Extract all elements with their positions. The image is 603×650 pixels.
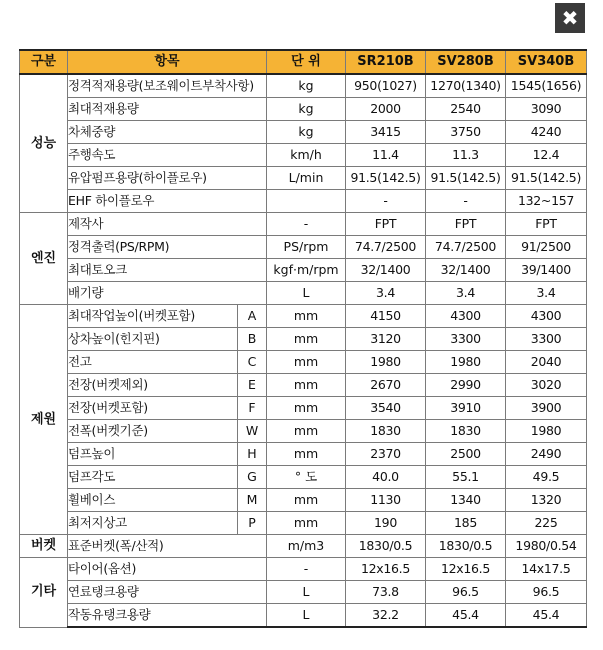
unit-cell: mm [267, 351, 346, 374]
value-cell: 91.5(142.5) [346, 167, 426, 190]
value-cell: - [346, 190, 426, 213]
value-cell: 1830/0.5 [346, 535, 426, 558]
unit-cell: km/h [267, 144, 346, 167]
table-row [20, 489, 587, 512]
table-row [20, 535, 587, 558]
item-label: 작동유탱크용량 [68, 604, 267, 628]
value-cell: 2000 [346, 98, 426, 121]
value-cell: 3.4 [426, 282, 506, 305]
table-row [20, 351, 587, 374]
table-row [20, 144, 587, 167]
table-row [20, 259, 587, 282]
value-cell: 2990 [426, 374, 506, 397]
value-cell: 1980 [506, 420, 587, 443]
value-cell: 1980/0.54 [506, 535, 587, 558]
item-label: 최대토오크 [68, 259, 267, 282]
dimension-code: C [238, 351, 267, 374]
unit-cell: mm [267, 397, 346, 420]
item-label: 덤프높이 [68, 443, 238, 466]
value-cell: 3120 [346, 328, 426, 351]
unit-cell: mm [267, 374, 346, 397]
item-label: 정격적재용량(보조웨이트부착사항) [68, 74, 267, 98]
dimension-code: P [238, 512, 267, 535]
header-model-sv340b: SV340B [506, 50, 587, 74]
value-cell: 4240 [506, 121, 587, 144]
table-header-row [20, 50, 587, 74]
close-button[interactable] [555, 3, 585, 33]
unit-cell [267, 190, 346, 213]
value-cell: 14x17.5 [506, 558, 587, 581]
value-cell: 190 [346, 512, 426, 535]
value-cell: 2370 [346, 443, 426, 466]
dimension-code: G [238, 466, 267, 489]
value-cell: 11.4 [346, 144, 426, 167]
group-label: 제원 [20, 305, 68, 535]
unit-cell: mm [267, 328, 346, 351]
unit-cell: mm [267, 489, 346, 512]
item-label: EHF 하이플로우 [68, 190, 267, 213]
group-label: 기타 [20, 558, 68, 628]
table-row [20, 420, 587, 443]
value-cell: 3.4 [346, 282, 426, 305]
item-label: 차체중량 [68, 121, 267, 144]
value-cell: 3300 [426, 328, 506, 351]
value-cell: 3300 [506, 328, 587, 351]
value-cell: 73.8 [346, 581, 426, 604]
item-label: 전장(버켓제외) [68, 374, 238, 397]
header-item: 항목 [68, 50, 267, 74]
value-cell: FPT [426, 213, 506, 236]
item-label: 휠베이스 [68, 489, 238, 512]
header-group: 구분 [20, 50, 68, 74]
item-label: 최대작업높이(버켓포함) [68, 305, 238, 328]
group-label: 버켓 [20, 535, 68, 558]
value-cell: 91.5(142.5) [426, 167, 506, 190]
value-cell: 96.5 [426, 581, 506, 604]
value-cell: 3540 [346, 397, 426, 420]
table-row [20, 374, 587, 397]
dimension-code: H [238, 443, 267, 466]
table-row [20, 512, 587, 535]
unit-cell: L [267, 604, 346, 628]
value-cell: 12.4 [506, 144, 587, 167]
dimension-code: M [238, 489, 267, 512]
unit-cell: PS/rpm [267, 236, 346, 259]
dimension-code: A [238, 305, 267, 328]
value-cell: 1270(1340) [426, 74, 506, 98]
value-cell: 96.5 [506, 581, 587, 604]
value-cell: 2670 [346, 374, 426, 397]
value-cell: 39/1400 [506, 259, 587, 282]
item-label: 전고 [68, 351, 238, 374]
unit-cell: mm [267, 512, 346, 535]
value-cell: 4150 [346, 305, 426, 328]
header-unit: 단 위 [267, 50, 346, 74]
value-cell: FPT [346, 213, 426, 236]
table-row [20, 213, 587, 236]
value-cell: 225 [506, 512, 587, 535]
spec-table [19, 49, 587, 628]
item-label: 덤프각도 [68, 466, 238, 489]
spec-table-body [20, 74, 587, 627]
item-label: 타이어(옵션) [68, 558, 267, 581]
item-label: 배기량 [68, 282, 267, 305]
table-row [20, 74, 587, 98]
unit-cell: - [267, 558, 346, 581]
item-label: 최저지상고 [68, 512, 238, 535]
dimension-code: B [238, 328, 267, 351]
table-row [20, 98, 587, 121]
dimension-code: F [238, 397, 267, 420]
value-cell: 3020 [506, 374, 587, 397]
table-row [20, 305, 587, 328]
value-cell: 1830/0.5 [426, 535, 506, 558]
value-cell: 11.3 [426, 144, 506, 167]
dimension-code: W [238, 420, 267, 443]
table-row [20, 190, 587, 213]
value-cell: 1980 [426, 351, 506, 374]
value-cell: 2490 [506, 443, 587, 466]
unit-cell: - [267, 213, 346, 236]
value-cell: 1980 [346, 351, 426, 374]
unit-cell: kg [267, 98, 346, 121]
group-label: 성능 [20, 74, 68, 213]
value-cell: 91/2500 [506, 236, 587, 259]
group-label: 엔진 [20, 213, 68, 305]
value-cell: 49.5 [506, 466, 587, 489]
value-cell: 1340 [426, 489, 506, 512]
value-cell: 4300 [426, 305, 506, 328]
value-cell: 45.4 [426, 604, 506, 628]
value-cell: 2500 [426, 443, 506, 466]
value-cell: - [426, 190, 506, 213]
value-cell: 74.7/2500 [346, 236, 426, 259]
value-cell: 3090 [506, 98, 587, 121]
unit-cell: mm [267, 305, 346, 328]
item-label: 전폭(버켓기준) [68, 420, 238, 443]
value-cell: 4300 [506, 305, 587, 328]
unit-cell: L [267, 282, 346, 305]
value-cell: 2540 [426, 98, 506, 121]
value-cell: 74.7/2500 [426, 236, 506, 259]
value-cell: 45.4 [506, 604, 587, 628]
value-cell: 1830 [426, 420, 506, 443]
item-label: 주행속도 [68, 144, 267, 167]
unit-cell: kg [267, 121, 346, 144]
header-model-sv280b: SV280B [426, 50, 506, 74]
table-row [20, 558, 587, 581]
item-label: 전장(버켓포함) [68, 397, 238, 420]
close-icon: ✖ [561, 6, 579, 30]
value-cell: 3415 [346, 121, 426, 144]
table-row [20, 397, 587, 420]
value-cell: 12x16.5 [426, 558, 506, 581]
table-row [20, 328, 587, 351]
value-cell: 1545(1656) [506, 74, 587, 98]
unit-cell: mm [267, 443, 346, 466]
item-label: 연료탱크용량 [68, 581, 267, 604]
unit-cell: kgf·m/rpm [267, 259, 346, 282]
header-model-sr210b: SR210B [346, 50, 426, 74]
table-row [20, 282, 587, 305]
unit-cell: L [267, 581, 346, 604]
table-row [20, 581, 587, 604]
value-cell: 185 [426, 512, 506, 535]
value-cell: 3.4 [506, 282, 587, 305]
table-row [20, 236, 587, 259]
item-label: 표준버켓(폭/산적) [68, 535, 267, 558]
item-label: 유압펌프용량(하이플로우) [68, 167, 267, 190]
value-cell: 132~157 [506, 190, 587, 213]
value-cell: 3910 [426, 397, 506, 420]
unit-cell: ° 도 [267, 466, 346, 489]
value-cell: 1130 [346, 489, 426, 512]
value-cell: 2040 [506, 351, 587, 374]
unit-cell: L/min [267, 167, 346, 190]
value-cell: 3900 [506, 397, 587, 420]
value-cell: 3750 [426, 121, 506, 144]
value-cell: 1320 [506, 489, 587, 512]
table-row [20, 121, 587, 144]
table-row [20, 604, 587, 628]
value-cell: 32/1400 [426, 259, 506, 282]
table-row [20, 167, 587, 190]
value-cell: 32.2 [346, 604, 426, 628]
value-cell: 40.0 [346, 466, 426, 489]
value-cell: 55.1 [426, 466, 506, 489]
item-label: 정격출력(PS/RPM) [68, 236, 267, 259]
item-label: 상차높이(힌지핀) [68, 328, 238, 351]
item-label: 최대적재용량 [68, 98, 267, 121]
value-cell: 1830 [346, 420, 426, 443]
table-row [20, 443, 587, 466]
value-cell: 91.5(142.5) [506, 167, 587, 190]
unit-cell: mm [267, 420, 346, 443]
value-cell: 32/1400 [346, 259, 426, 282]
value-cell: 12x16.5 [346, 558, 426, 581]
unit-cell: m/m3 [267, 535, 346, 558]
value-cell: FPT [506, 213, 587, 236]
item-label: 제작사 [68, 213, 267, 236]
dimension-code: E [238, 374, 267, 397]
unit-cell: kg [267, 74, 346, 98]
table-row [20, 466, 587, 489]
value-cell: 950(1027) [346, 74, 426, 98]
